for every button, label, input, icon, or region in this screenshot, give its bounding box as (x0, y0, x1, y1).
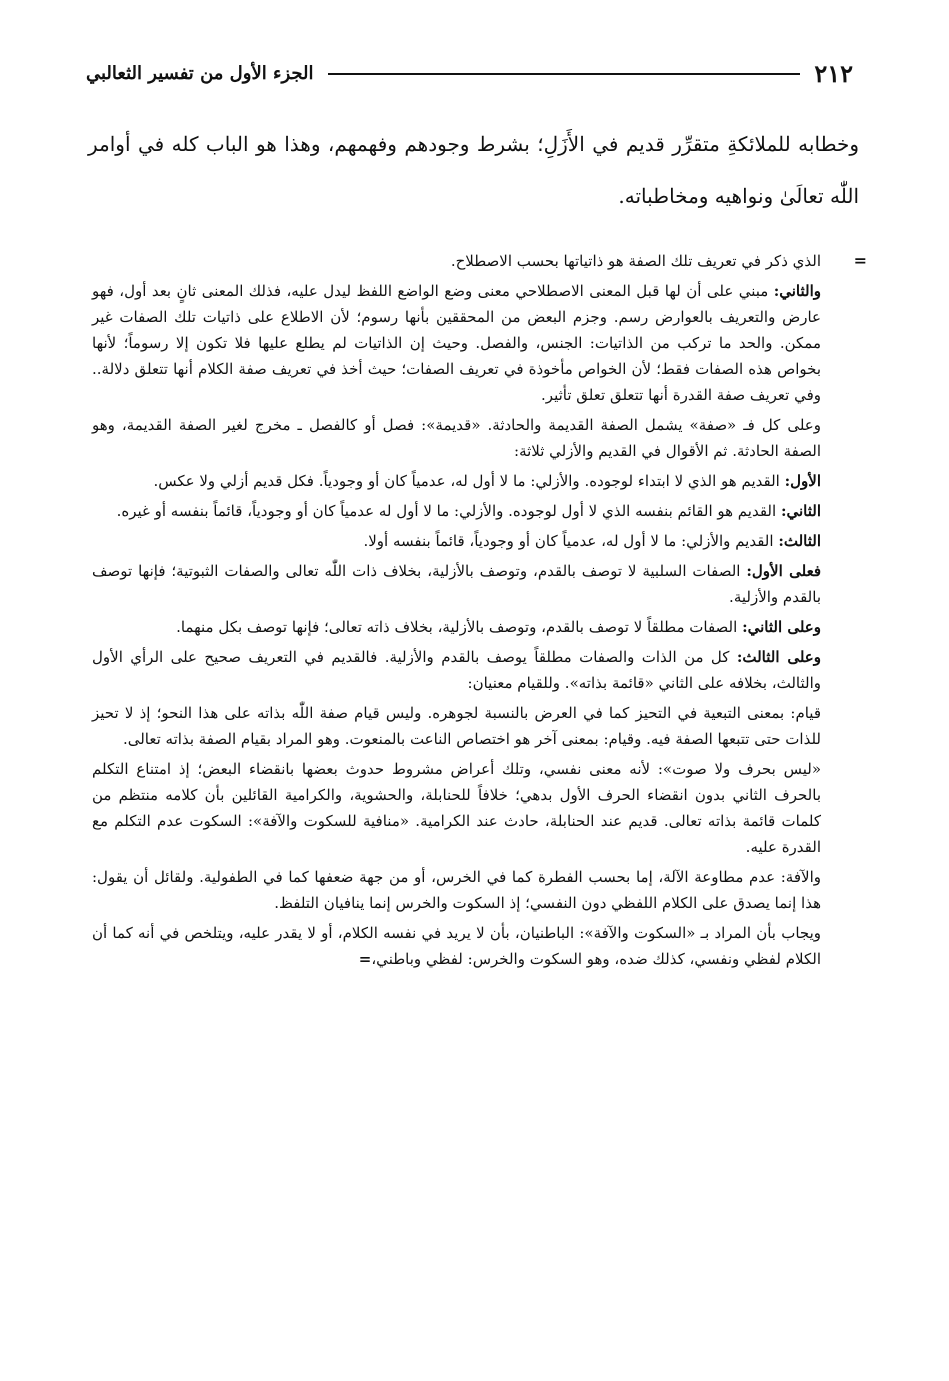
footnote-paragraph (92, 248, 867, 274)
header-rule (328, 73, 801, 75)
footnote-text: الصفات السلبية لا توصف بالقدم، وتوصف بالأزلية، بخلاف ذات اللّٰه تعالى والصفات الثبوتية؛ فإنها توصف بالقدم والأزلية. (92, 562, 821, 606)
page-number: ٢١٢ (814, 58, 853, 88)
footnote-lead: الثاني: (780, 502, 821, 520)
footnote-paragraph (92, 468, 861, 494)
footnote-lead: وعلى الثاني: (742, 618, 821, 636)
continuation-mark: = (853, 251, 867, 270)
footnote-paragraph (92, 498, 861, 524)
footnote-lead: الثالث: (778, 532, 821, 550)
footnote-lead: والثاني: (773, 282, 821, 300)
footnote-paragraph (92, 920, 861, 972)
main-text (88, 118, 859, 222)
footnote-lead: فعلى الأول: (746, 562, 821, 580)
footnote-text: الذي ذكر في تعريف تلك الصفة هو ذاتياتها بحسب الاصطلاح. (450, 252, 821, 270)
footnote-paragraph (92, 864, 861, 916)
footnote-text: القديم هو القائم بنفسه الذي لا أول لوجوده. والأزلي: ما لا أول له عدمياً كان أو وجودياً، قائماً بنفسه أو غيره. (116, 502, 781, 520)
footnote-paragraph (92, 644, 861, 696)
footnote-text: قيام: بمعنى التبعية في التحيز كما في العرض بالنسبة لجوهره. وليس قيام صفة اللّٰه بذاته على هذا النحو؛ إذ لا تحيز للذات حتى تتبعها الصفة فيه. وقيام: بمعنى آخر هو اختصاص الناعت بالمنعوت. وهو المراد بقيام الصفة بذاته تعالى. (92, 704, 821, 748)
footnote-text: كل من الذات والصفات مطلقاً يوصف بالقدم والأزلية. فالقديم في التعريف صحيح على الرأي الأول والثالث، بخلافه على الثاني «قائمة بذاته». وللقيام معنيان: (92, 648, 821, 692)
main-paragraph: وخطابه للملائكةِ متقرِّر قديم في الأَزَلِ؛ بشرط وجودهم وفهمهم، وهذا هو الباب كله في أوامر اللّٰه تعالَىٰ ونواهيه ومخاطباته. (88, 132, 859, 208)
footnote-paragraph (92, 278, 861, 408)
footnote-paragraph (92, 528, 861, 554)
footnotes (92, 248, 867, 976)
footnote-paragraph (92, 412, 861, 464)
footnote-paragraph (92, 756, 861, 860)
running-header (86, 56, 853, 90)
footnote-text: القديم والأزلي: ما لا أول له، عدمياً كان أو وجودياً، قائماً بنفسه أولا. (363, 532, 779, 550)
footnote-text: والآفة: عدم مطاوعة الآلة، إما بحسب الفطرة كما في الخرس، أو من جهة ضعفها كما في الطفولية. ولقائل أن يقول: هذا إنما يصدق على الكلام اللفظي دون النفسي؛ إذ السكوت والخرس إنما ينافيان التلفظ. (92, 868, 821, 912)
footnote-paragraph (92, 700, 861, 752)
footnote-text: «ليس بحرف ولا صوت»: لأنه معنى نفسي، وتلك أعراض مشروط حدوث بعضها بانقضاء البعض؛ إذ امتناع التكلم بالحرف الثاني بدون انقضاء الحرف الأول بدهي؛ خلافاً للحنابلة، والحشوية، والكرامية القائلين بأن كلامه منتظم من كلمات قائمة بذاته تعالى. قديم عند الحنابلة، حادث عند الكرامية. «منافية للسكوت والآفة»: السكوت عدم التكلم مع القدرة عليه. (92, 760, 821, 856)
running-title: الجزء الأول من تفسير الثعالبي (86, 62, 314, 84)
footnote-lead: الأول: (784, 472, 821, 490)
footnote-text: القديم هو الذي لا ابتداء لوجوده. والأزلي: ما لا أول له، عدمياً كان أو وجودياً. فكل قديم أزلي ولا عكس. (153, 472, 785, 490)
footnote-text: مبني على أن لها قبل المعنى الاصطلاحي معنى وضع الواضع اللفظ ليدل عليه، فذلك المعنى ثانٍ بعد أول، فهو عارض والتعريف بالعوارض رسم. وجزم البعض من المحققين بأنها رسوم؛ لأن الاطلاع على ذاتيات تلك الصفات غير ممكن. والحد ما تركب من الذاتيات: الجنس، والفصل. وحيث إن الذاتيات لم يطلع عليها فلا تكون إلا رسوماً؛ لأنها بخواص هذه الصفات فقط؛ لأن الخواص مأخوذة في تعريف الصفات؛ حيث أخذ في تعريف صفة الكلام أنها تتعلق دلالة.. وفي تعريف صفة القدرة أنها تتعلق تعلق تأثير. (92, 282, 821, 404)
footnote-paragraph (92, 558, 861, 610)
footnote-text: الصفات مطلقاً لا توصف بالقدم، وتوصف بالأزلية، بخلاف ذاته تعالى؛ فإنها توصف بكل منهما. (176, 618, 743, 636)
footnote-paragraph (92, 614, 861, 640)
footnote-lead: وعلى الثالث: (736, 648, 821, 666)
footnote-text: وعلى كل فـ «صفة» يشمل الصفة القديمة والحادثة. «قديمة»: فصل أو كالفصل ـ مخرج لغير الصفة القديمة، وهو الصفة الحادثة. ثم الأقوال في القديم والأزلي ثلاثة: (92, 416, 821, 460)
end-mark: = (358, 950, 372, 968)
footnote-text: ويجاب بأن المراد بـ «السكوت والآفة»: الباطنيان، بأن لا يريد في نفسه الكلام، أو لا يقدر عليه، ويتلخص في أنه كما أن الكلام لفظي ونفسي، كذلك ضده، وهو السكوت والخرس: لفظي وباطني، (92, 924, 821, 968)
